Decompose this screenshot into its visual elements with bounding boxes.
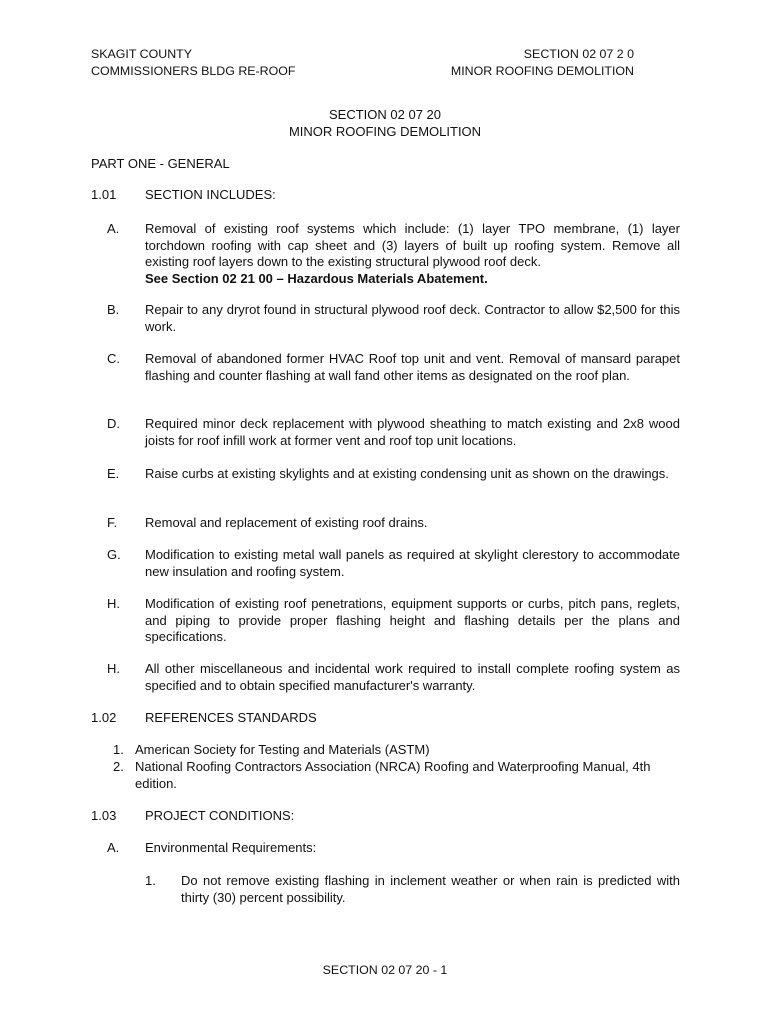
sub-item-number: 1.	[145, 873, 156, 888]
header-section-title: MINOR ROOFING DEMOLITION	[450, 63, 634, 78]
list-item	[91, 515, 680, 532]
sub-item	[145, 873, 680, 906]
item-letter: E.	[107, 466, 120, 481]
page-footer: SECTION 02 07 20 - 1	[322, 963, 448, 977]
header-county: SKAGIT COUNTY	[91, 47, 192, 61]
item-letter: D.	[107, 416, 120, 431]
list-item	[91, 466, 680, 483]
item-text: Modification to existing metal wall panels as required at skylight clerestory to accommodate new insulation and roofing system.	[145, 547, 680, 579]
item-text: Repair to any dryrot found in structural plywood roof deck. Contractor to allow $2,500 for this work.	[145, 302, 680, 334]
article-number: 1.01	[91, 187, 117, 202]
item-text: Environmental Requirements:	[145, 840, 317, 855]
list-item	[91, 302, 680, 335]
header-project: COMMISSIONERS BLDG RE-ROOF	[91, 63, 296, 78]
item-letter: C.	[107, 351, 120, 366]
header-left	[91, 46, 295, 79]
item-letter: G.	[107, 547, 121, 562]
reference-text: American Society for Testing and Materials (ASTM)	[135, 742, 430, 757]
reference-item	[113, 742, 683, 759]
list-item	[91, 221, 680, 287]
header-section: SECTION 02 07 2 0	[523, 47, 634, 61]
sub-item-text: Do not remove existing flashing in inclement weather or when rain is predicted with thirty (30) percent possibility.	[181, 873, 680, 905]
item-text: All other miscellaneous and incidental work required to install complete roofing system as specified and to obtain specified manufacturer's warranty.	[145, 661, 680, 693]
item-letter: A.	[107, 221, 120, 236]
item-text: Raise curbs at existing skylights and at existing condensing unit as shown on the drawings.	[145, 466, 669, 481]
section-number-heading: SECTION 02 07 20	[329, 107, 441, 122]
item-reference-bold: See Section 02 21 00 – Hazardous Materials Abatement.	[145, 270, 488, 286]
item-letter: F.	[107, 515, 118, 530]
item-letter: B.	[107, 302, 120, 317]
header-right	[446, 46, 634, 79]
reference-number: 1.	[113, 742, 124, 757]
reference-text: National Roofing Contractors Association (NRCA) Roofing and Waterproofing Manual, 4th edition.	[135, 759, 651, 791]
list-item	[91, 661, 680, 694]
section-name-heading: MINOR ROOFING DEMOLITION	[288, 124, 482, 139]
section-title	[91, 106, 679, 140]
item-letter: H.	[107, 661, 120, 676]
article-number: 1.02	[91, 710, 117, 725]
reference-item	[113, 759, 683, 792]
item-text: Required minor deck replacement with plywood sheathing to match existing and 2x8 wood joists for roof infill work at former vent and roof top unit locations.	[145, 416, 680, 448]
article-number: 1.03	[91, 808, 117, 823]
item-letter: H.	[107, 596, 120, 611]
article-label: REFERENCES STANDARDS	[145, 710, 317, 725]
list-item	[91, 547, 680, 580]
part-heading: PART ONE - GENERAL	[91, 156, 230, 171]
reference-number: 2.	[113, 759, 124, 774]
item-letter: A.	[107, 840, 120, 855]
list-item	[91, 351, 680, 384]
item-text: Modification of existing roof penetrations, equipment supports or curbs, pitch pans, reglets, and piping to provide proper flashing height and flashing details per the plans and specifications.	[145, 596, 680, 644]
list-item	[91, 840, 680, 857]
item-text: Removal of existing roof systems which include: (1) layer TPO membrane, (1) layer torchdown roofing with cap sheet and (3) layers of built up roofing system. Remove all existing roof layers down to the existing structural plywood roof deck.	[145, 221, 680, 269]
article-label: PROJECT CONDITIONS:	[145, 808, 295, 823]
article-label: SECTION INCLUDES:	[145, 187, 276, 202]
item-text: Removal and replacement of existing roof drains.	[145, 515, 428, 530]
item-text: Removal of abandoned former HVAC Roof top unit and vent. Removal of mansard parapet flashing and counter flashing at wall fand other items as designated on the roof plan.	[145, 351, 680, 383]
list-item	[91, 416, 680, 449]
list-item	[91, 596, 680, 646]
